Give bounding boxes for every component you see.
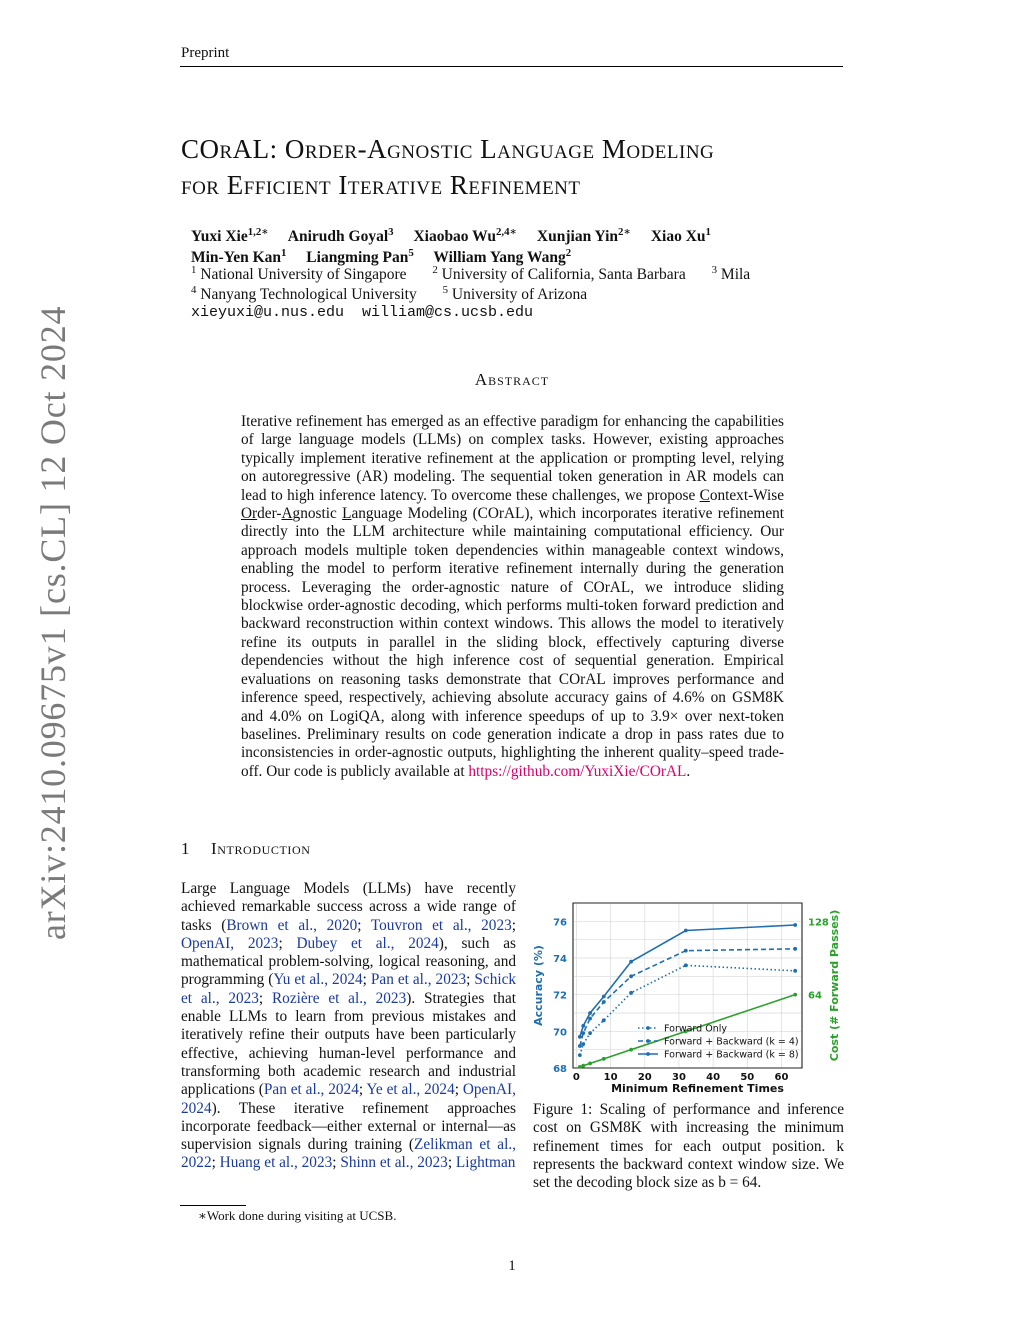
intro-text: ; (447, 1154, 456, 1172)
y-tick-label: 72 (553, 990, 567, 1002)
author-name: Anirudh Goyal (287, 228, 389, 245)
section-heading (181, 839, 311, 859)
legend-marker (646, 1052, 650, 1056)
series-point (629, 991, 633, 995)
affiliation: National University of Singapore (200, 266, 407, 283)
author-sup: 1 (705, 225, 711, 238)
header-label: Preprint (181, 45, 230, 61)
name-part: anguage Modeling (351, 505, 468, 523)
series-point (588, 1011, 592, 1015)
intro-paragraph (181, 880, 516, 1173)
series-point (793, 947, 797, 951)
name-part: der- (257, 505, 282, 523)
section-title: Introduction (211, 839, 311, 858)
citation-link[interactable]: Brown et al., 2020 (226, 916, 358, 934)
title-line-2: for Efficient Iterative Refinement (181, 170, 581, 200)
affiliation-list (191, 265, 750, 304)
citation-link[interactable]: Pan et al., 2023 (370, 971, 467, 989)
intro-text: ; (258, 989, 272, 1007)
intro-text: ; (357, 916, 371, 934)
affil-sup: 2 (432, 263, 438, 276)
series-point (578, 1035, 582, 1039)
author-name: Xunjian Yin (536, 228, 619, 245)
intro-text: ), such as mathematical problem-solving, logical reasoning, and programming ( (181, 934, 516, 989)
series-point (602, 995, 606, 999)
email[interactable]: william@cs.ucsb.edu (362, 304, 534, 321)
series-point (793, 969, 797, 973)
x-tick-label: 60 (774, 1072, 789, 1083)
author-name: William Yang Wang (433, 249, 566, 266)
name-initial: A (281, 505, 293, 523)
name-initial: Or (241, 505, 258, 523)
citation-link[interactable]: Shinn et al., 2023 (340, 1154, 448, 1172)
intro-text: ; (332, 1154, 341, 1172)
y-tick-label: 68 (553, 1064, 567, 1075)
arxiv-stamp: arXiv:2410.09675v1 [cs.CL] 12 Oct 2024 (33, 305, 73, 940)
author-sup: 1 (281, 246, 287, 259)
x-tick-label: 0 (572, 1072, 580, 1083)
y-axis-label: Accuracy (%) (532, 945, 545, 1026)
affil-sup: 5 (442, 283, 449, 296)
citation-link[interactable]: Rozière et al., 2023 (271, 989, 407, 1007)
abstract-text: . (686, 762, 691, 780)
series-point (684, 929, 688, 933)
author-sup: 3 (388, 225, 394, 238)
author-sup: 2 (565, 246, 572, 259)
series-point (581, 1024, 585, 1028)
citation-link[interactable]: Schick et al., 2023 (181, 971, 517, 1007)
affiliation: University of California, Santa Barbara (441, 266, 686, 283)
abstract-body (241, 413, 784, 781)
abstract-text: (COrAL), which incorporates iterative refinement directly into the LLM architecture while maintaining computational efficiency. Our approach models multiple token dependencies within manageable context windows, enabling the model to perform iterative refinement internally during the generation process. Leveraging the order-agnostic nature of COrAL, we introduce sliding blockwise order-agnostic decoding, which performs multi-token forward prediction and backward reconstruction within context windows. This allows the model to iteratively refine its outputs in parallel in the sliding block, effectively capturing diverse dependencies without the high inference cost of sequential generation. Empirical evaluations on reasoning tasks demonstrate that COrAL improves performance and inference speed, respectively, achieving absolute accuracy gains of 4.6% on GSM8K and 4.0% on LogiQA, along with inference speedups of up to 3.9× over next-token baselines. Preliminary results on code generation indicate a drop in pass rates due to inconsistencies in order-agnostic outputs, highlighting the inherent quality–speed trade-off. Our code is publicly available at (241, 505, 785, 780)
email-list (191, 304, 533, 321)
citation-link[interactable]: OpenAI, 2024 (181, 1081, 516, 1117)
author-name: Liangming Pan (306, 249, 409, 266)
author-name: Yuxi Xie (191, 228, 248, 245)
series-point (581, 1042, 585, 1046)
intro-text: ; (278, 934, 297, 952)
y2-axis-label: Cost (# Forward Passes) (828, 909, 841, 1062)
footnote: ∗Work done during visiting at UCSB. (198, 1208, 397, 1223)
name-part: gnostic (292, 505, 343, 523)
series-point (793, 993, 797, 997)
series-point (588, 1031, 592, 1035)
legend-entry: Forward + Backward (k = 8) (664, 1049, 799, 1061)
email[interactable]: xieyuxi@u.nus.edu (191, 304, 345, 321)
intro-text: ; (362, 971, 371, 989)
x-tick-label: 10 (603, 1072, 618, 1083)
citation-link[interactable]: Lightman (455, 1154, 516, 1172)
series-point (588, 1062, 592, 1066)
section-number: 1 (181, 839, 191, 858)
intro-text: ; (358, 1081, 367, 1099)
author-name: Xiao Xu (650, 228, 706, 245)
x-axis-label: Minimum Refinement Times (611, 1082, 784, 1095)
name-part: ontext-Wise (709, 486, 784, 504)
citation-link[interactable]: Huang et al., 2023 (219, 1154, 333, 1172)
y-tick-label: 74 (553, 954, 567, 965)
x-tick-label: 20 (637, 1072, 652, 1083)
abstract-text: Iterative refinement has emerged as an effective paradigm for enhancing the capabilities of large language models (LLMs) on complex tasks. However, existing approaches typically implement iterative refinement at the application or prompting level, relying on autoregressive (AR) modeling. The sequential token generation in AR models can lead to high inference latency. To overcome these challenges, we propose (241, 413, 784, 504)
citation-link[interactable]: OpenAI, 2023 (181, 934, 279, 952)
intro-text: ). These iterative refinement approaches incorporate feedback—either external or internal—as supervision signals during training ( (181, 1099, 516, 1154)
y-tick-label: 76 (553, 917, 567, 929)
series-point (581, 1064, 585, 1068)
series-point (602, 1057, 606, 1061)
legend-entry: Forward Only (664, 1023, 727, 1035)
intro-text: ; (466, 971, 475, 989)
citation-link[interactable]: Pan et al., 2024 (263, 1081, 359, 1099)
citation-link[interactable]: Ye et al., 2024 (366, 1081, 455, 1099)
code-link[interactable]: https://github.com/YuxiXie/COrAL (468, 762, 687, 780)
x-tick-label: 50 (740, 1072, 755, 1083)
series-point (793, 923, 797, 927)
legend-entry: Forward + Backward (k = 4) (664, 1036, 799, 1048)
y2-tick-label: 64 (808, 990, 822, 1002)
y2-tick-label: 128 (808, 917, 829, 929)
legend-marker (646, 1026, 650, 1030)
author-list (191, 226, 711, 268)
abstract-heading: Abstract (474, 370, 550, 389)
series-point (684, 963, 688, 967)
series-point (629, 960, 633, 964)
affil-sup: 3 (711, 263, 718, 276)
author-sup: 2∗ (618, 225, 631, 238)
figure-1 (530, 895, 850, 1100)
series-point (578, 1053, 582, 1057)
accuracy-cost-chart (530, 895, 850, 1100)
citation-link[interactable]: Touvron et al., 2023 (370, 916, 512, 934)
name-initial: L (342, 505, 352, 523)
series-point (602, 1018, 606, 1022)
title-line-1: COrAL: Order-Agnostic Language Modeling (181, 134, 715, 164)
x-tick-label: 30 (671, 1072, 686, 1083)
intro-text: Large Language Models (LLMs) have recently achieved remarkable success across a wide range of tasks ( (181, 880, 516, 934)
series-point (578, 1044, 582, 1048)
author-sup: 1,2∗ (247, 225, 269, 238)
y-tick-label: 70 (553, 1027, 567, 1039)
affiliation: Mila (720, 266, 751, 283)
page-number: 1 (508, 1258, 516, 1274)
legend-marker (646, 1039, 650, 1043)
series-point (602, 1000, 606, 1004)
intro-text: ). Strategies that enable LLMs to learn from previous mistakes and iteratively refine their outputs have been particularly effective, achieving human-level performance and transforming both academic research and industrial applications ( (181, 989, 516, 1099)
affil-sup: 1 (191, 263, 197, 276)
figure-caption: Figure 1: Scaling of performance and inference cost on GSM8K with increasing the minimum refinement times for each output position. k represents the backward context window size. We set the decoding block size as b = 64. (533, 1101, 844, 1192)
author-name: Xiaobao Wu (413, 228, 496, 245)
series-point (629, 1048, 633, 1052)
author-sup: 5 (408, 246, 414, 259)
x-tick-label: 40 (706, 1072, 721, 1083)
name-initial: C (699, 486, 710, 504)
header-rule (180, 66, 843, 67)
affiliation: University of Arizona (451, 285, 588, 303)
footnote-rule (180, 1205, 246, 1206)
intro-text: ; (511, 916, 516, 934)
author-name: Min-Yen Kan (191, 249, 281, 266)
affiliation: Nanyang Technological University (200, 285, 417, 303)
citation-link[interactable]: Dubey et al., 2024 (296, 934, 439, 952)
series-point (684, 949, 688, 953)
citation-link[interactable]: Zelikman et al., 2022 (181, 1136, 516, 1172)
series-point (578, 1065, 582, 1069)
intro-text: ; (454, 1081, 463, 1099)
paper-title (181, 131, 861, 203)
citation-link[interactable]: Yu et al., 2024 (273, 971, 363, 989)
intro-text: ; (211, 1154, 220, 1172)
author-sup: 2,4∗ (496, 225, 518, 238)
series-point (629, 974, 633, 978)
affil-sup: 4 (191, 283, 197, 296)
